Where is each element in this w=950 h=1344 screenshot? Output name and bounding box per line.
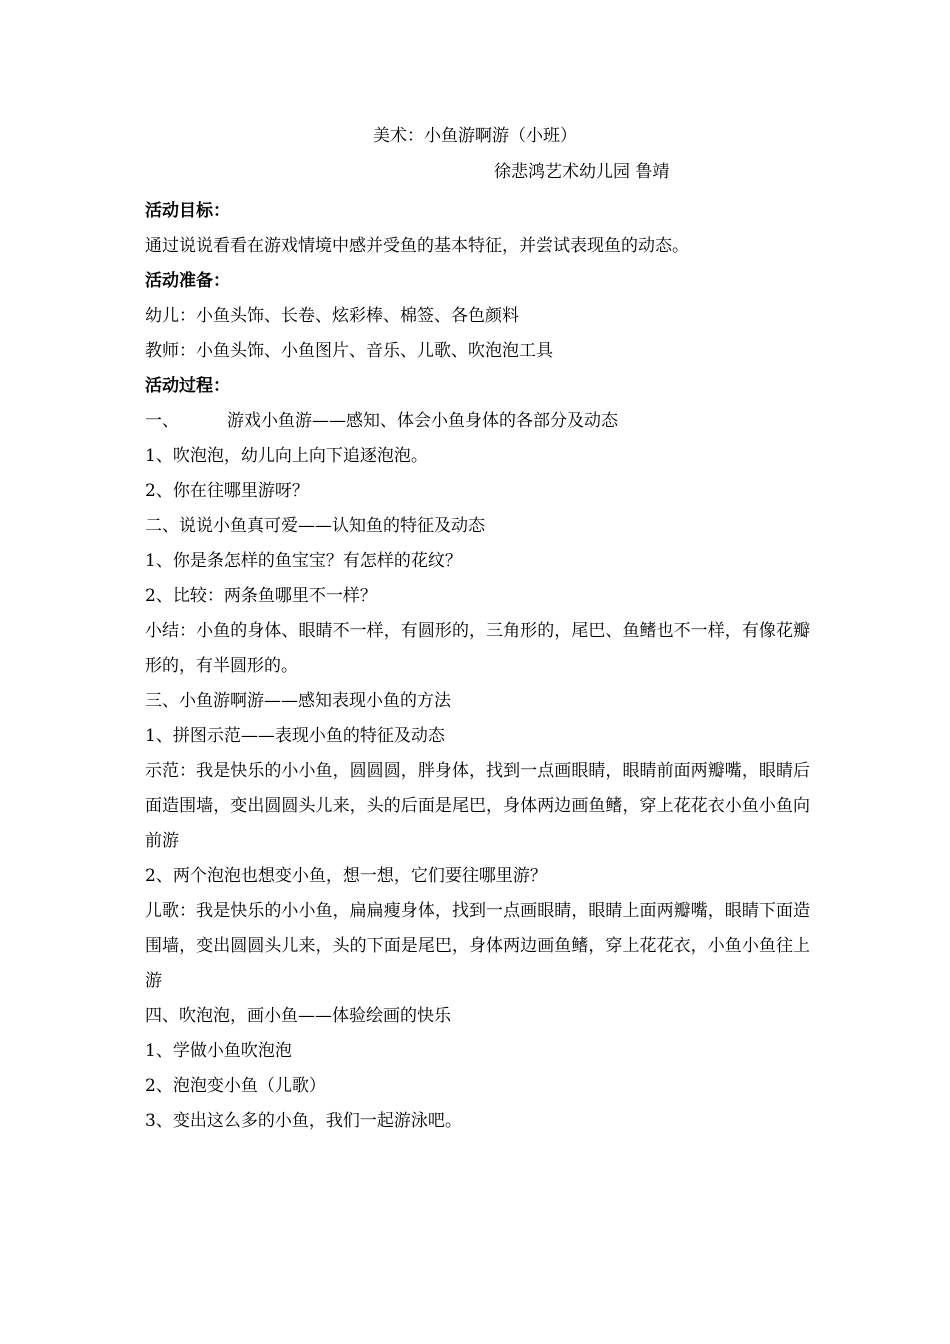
section-3-title: 三、小鱼游啊游——感知表现小鱼的方法 xyxy=(145,691,451,711)
document-title: 美术：小鱼游啊游（小班） xyxy=(373,126,577,146)
section-3-item-1: 1、拼图示范——表现小鱼的特征及动态 xyxy=(145,726,445,746)
section-2-item-2: 2、比较：两条鱼哪里不一样？ xyxy=(145,586,377,606)
section-2-title: 二、说说小鱼真可爱——认知鱼的特征及动态 xyxy=(145,516,485,536)
section-3-demo: 示范：我是快乐的小小鱼，圆圆圆，胖身体，找到一点画眼睛，眼睛前面两瓣嘴，眼睛后面造围墙，变出圆圆头儿来，头的后面是尾巴，身体两边画鱼鳍，穿上花花衣小鱼小鱼向前游 xyxy=(145,761,810,851)
section-1-title xyxy=(145,404,810,439)
prep-heading: 活动准备： xyxy=(145,271,230,291)
section-4-item-2: 2、泡泡变小鱼（儿歌） xyxy=(145,1076,326,1096)
prep-teacher: 教师：小鱼头饰、小鱼图片、音乐、儿歌、吹泡泡工具 xyxy=(145,341,553,361)
section-4-title: 四、吹泡泡，画小鱼——体验绘画的快乐 xyxy=(145,1006,451,1026)
section-2-summary: 小结：小鱼的身体、眼睛不一样，有圆形的，三角形的，尾巴、鱼鳍也不一样，有像花瓣形的，有半圆形的。 xyxy=(145,621,810,676)
section-4-item-3: 3、变出这么多的小鱼，我们一起游泳吧。 xyxy=(145,1111,462,1131)
section-1-heading: 游戏小鱼游——感知、体会小鱼身体的各部分及动态 xyxy=(227,411,618,431)
document-body xyxy=(145,194,810,1139)
section-1-item-2: 2、你在往哪里游呀？ xyxy=(145,481,309,501)
section-1-number: 一、 xyxy=(145,411,179,431)
section-2-item-1: 1、你是条怎样的鱼宝宝？有怎样的花纹？ xyxy=(145,551,462,571)
section-1-item-1: 1、吹泡泡，幼儿向上向下追逐泡泡。 xyxy=(145,446,428,466)
goals-text: 通过说说看看在游戏情境中感并受鱼的基本特征，并尝试表现鱼的动态。 xyxy=(145,236,689,256)
section-3-song: 儿歌：我是快乐的小小鱼，扁扁瘦身体，找到一点画眼睛，眼睛上面两瓣嘴，眼睛下面造围墙，变出圆圆头儿来，头的下面是尾巴，身体两边画鱼鳍，穿上花花衣，小鱼小鱼往上游 xyxy=(145,901,810,991)
document-author: 徐悲鸿艺术幼儿园 鲁靖 xyxy=(494,162,670,182)
goals-heading: 活动目标： xyxy=(145,201,230,221)
section-3-item-2: 2、两个泡泡也想变小鱼，想一想，它们要往哪里游？ xyxy=(145,866,547,886)
prep-children: 幼儿：小鱼头饰、长卷、炫彩棒、棉签、各色颜料 xyxy=(145,306,519,326)
section-4-item-1: 1、学做小鱼吹泡泡 xyxy=(145,1041,292,1061)
process-heading: 活动过程： xyxy=(145,376,230,396)
